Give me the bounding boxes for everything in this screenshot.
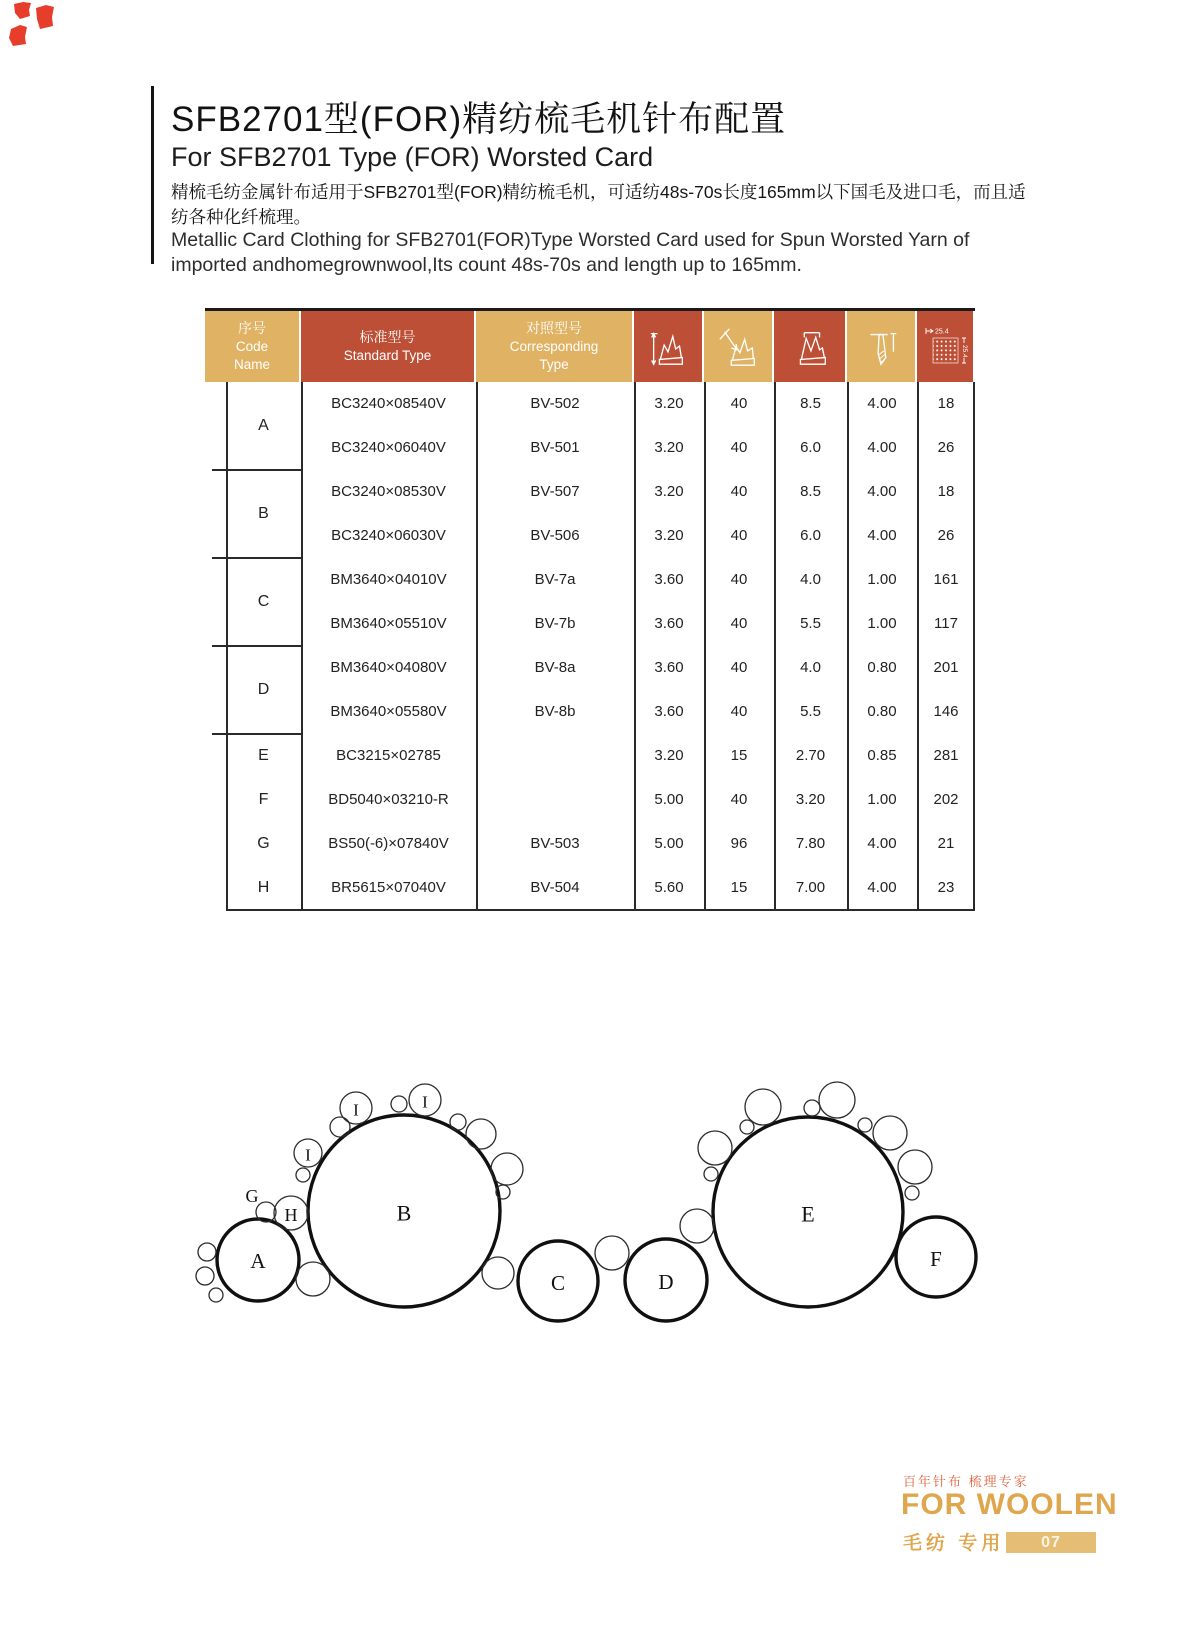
roller-circle <box>858 1118 872 1132</box>
footer-slogan: 百年针布 梳理专家 <box>903 1474 1029 1489</box>
table-cell: 4.00 <box>867 483 897 500</box>
table-cell: 5.5 <box>800 615 821 632</box>
roller-circle <box>698 1131 732 1165</box>
tooth-angle-icon <box>704 311 772 382</box>
table-cell: 15 <box>730 879 748 896</box>
tooth-top-icon <box>774 311 845 382</box>
table-cell: 3.20 <box>654 747 684 764</box>
roller-circle <box>819 1082 855 1118</box>
point-density-icon <box>917 311 973 382</box>
roller-circle <box>391 1096 407 1112</box>
cylinder-label: C <box>550 1271 566 1295</box>
svg-text:25.4: 25.4 <box>935 328 949 335</box>
page-title-en: For SFB2701 Type (FOR) Worsted Card <box>171 142 654 172</box>
table-cell: 3.20 <box>654 527 684 544</box>
table-cell: 3.20 <box>654 439 684 456</box>
table-cell: 18 <box>937 483 955 500</box>
roller-circle <box>198 1243 216 1261</box>
table-cell: BV-7b <box>534 615 576 632</box>
corner-stamp-marks <box>0 0 70 62</box>
roller-circle <box>680 1209 714 1243</box>
roller-circle <box>196 1267 214 1285</box>
table-cell: BV-504 <box>530 879 580 896</box>
table-row <box>301 734 975 778</box>
cylinder-label: B <box>396 1200 412 1226</box>
table-row <box>301 866 975 910</box>
roller-circle <box>873 1116 907 1150</box>
roller-circle <box>898 1150 932 1184</box>
table-cell: 0.85 <box>867 747 897 764</box>
table-cell: 1.00 <box>867 571 897 588</box>
roller-circle <box>294 1139 322 1167</box>
table-cell: BV-503 <box>530 835 580 852</box>
table-row <box>301 558 975 602</box>
svg-text:25.4: 25.4 <box>961 344 968 358</box>
table-cell: 4.0 <box>800 659 821 676</box>
table-cell: 40 <box>730 659 748 676</box>
table-header <box>205 311 975 382</box>
table-cell: BV-506 <box>530 527 580 544</box>
table-row <box>301 382 975 426</box>
table-cell: 8.5 <box>800 483 821 500</box>
table-column-rule <box>634 382 636 910</box>
table-row <box>301 426 975 470</box>
table-cell: 0.80 <box>867 659 897 676</box>
table-cell: BM3640×05580V <box>330 703 447 720</box>
footer-brand-cn: 毛纺 专用 <box>903 1533 1005 1554</box>
group-code-label: B <box>258 505 269 522</box>
table-cell: 4.00 <box>867 527 897 544</box>
table-cell: BV-7a <box>534 571 576 588</box>
table-row <box>301 822 975 866</box>
roller-circle <box>745 1089 781 1125</box>
table-cell: 26 <box>937 439 955 456</box>
table-cell: 4.00 <box>867 835 897 852</box>
table-cell: BC3240×08530V <box>331 483 446 500</box>
table-cell: 202 <box>933 791 959 808</box>
footer-brand-en: FOR WOOLEN <box>901 1488 1118 1521</box>
table-cell: BC3215×02785 <box>336 747 441 764</box>
roller-circle <box>296 1262 330 1296</box>
roller-circle <box>804 1100 820 1116</box>
table-cell: 3.60 <box>654 615 684 632</box>
table-row <box>301 470 975 514</box>
table-cell: 3.60 <box>654 571 684 588</box>
table-cell: 0.80 <box>867 703 897 720</box>
table-cell: 7.00 <box>795 879 826 896</box>
table-bottom-rule <box>226 909 975 911</box>
cylinder-circle <box>217 1219 299 1301</box>
cylinder-label: I <box>353 1100 359 1120</box>
group-code-label: H <box>257 879 270 896</box>
roller-circle <box>496 1185 510 1199</box>
group-code-label: E <box>258 747 269 764</box>
table-cell: 3.20 <box>795 791 826 808</box>
table-cell: 2.70 <box>795 747 826 764</box>
table-column-rule <box>917 382 919 910</box>
table-cell: BC3240×06030V <box>331 527 446 544</box>
table-cell <box>476 778 634 822</box>
table-column-rule <box>973 382 975 910</box>
cylinder-label: G <box>245 1186 259 1206</box>
table-cell: 5.00 <box>654 791 684 808</box>
table-cell: 40 <box>730 571 748 588</box>
table-cell: BV-8a <box>534 659 576 676</box>
table-cell: BV-501 <box>530 439 580 456</box>
table-cell: 3.60 <box>654 703 684 720</box>
table-row <box>301 690 975 734</box>
roller-circle <box>296 1168 310 1182</box>
page-title-cn: SFB2701型(FOR)精纺梳毛机针布配置 <box>171 100 787 139</box>
table-column-rule <box>226 382 228 910</box>
roller-circle <box>482 1257 514 1289</box>
cylinder-circle <box>713 1117 903 1307</box>
table-cell: 146 <box>933 703 959 720</box>
table-cell: BR5615×07040V <box>331 879 446 896</box>
roller-circle <box>905 1186 919 1200</box>
cylinder-circle <box>518 1241 598 1321</box>
wire-height-icon <box>634 311 702 382</box>
roller-circle <box>209 1288 223 1302</box>
table-cell: 281 <box>933 747 959 764</box>
title-rule <box>151 86 154 264</box>
table-cell: 4.00 <box>867 879 897 896</box>
roller-circle <box>466 1119 496 1149</box>
table-cell: 5.00 <box>654 835 684 852</box>
table-cell: 1.00 <box>867 791 897 808</box>
table-cell: 23 <box>937 879 955 896</box>
table-row <box>301 514 975 558</box>
table-cell: 6.0 <box>800 527 821 544</box>
table-cell: BV-507 <box>530 483 580 500</box>
table-cell: 117 <box>934 615 958 632</box>
header-corresponding-type: 对照型号 Corresponding Type <box>476 311 632 382</box>
table-cell: 4.00 <box>867 439 897 456</box>
table-cell: 3.20 <box>654 483 684 500</box>
table-cell: 6.0 <box>800 439 821 456</box>
table-column-rule <box>476 382 478 910</box>
cylinder-label: I <box>422 1092 428 1112</box>
cylinder-label: H <box>284 1205 298 1225</box>
table-cell: 8.5 <box>800 395 821 412</box>
table-cell: BV-502 <box>530 395 580 412</box>
roller-circle <box>330 1117 350 1137</box>
header-code-name: 序号 Code Name <box>205 311 299 382</box>
table-cell: 5.60 <box>654 879 684 896</box>
table-cell: BS50(-6)×07840V <box>328 835 449 852</box>
table-column-rule <box>847 382 849 910</box>
cylinder-circle <box>625 1239 707 1321</box>
roller-circle <box>409 1084 441 1116</box>
table-cell: BV-8b <box>534 703 576 720</box>
group-code-label: A <box>258 417 269 434</box>
table-cell: 15 <box>730 747 748 764</box>
roller-circle <box>740 1120 754 1134</box>
table-cell: BD5040×03210-R <box>328 791 449 808</box>
table-row <box>301 646 975 690</box>
table-cell: 3.60 <box>654 659 684 676</box>
table-cell: 21 <box>937 835 955 852</box>
table-cell: 40 <box>730 395 748 412</box>
roller-circle <box>450 1114 466 1130</box>
table-cell: BM3640×04010V <box>330 571 447 588</box>
table-cell: 40 <box>730 791 748 808</box>
description-en: Metallic Card Clothing for SFB2701(FOR)Type Worsted Card used for Spun Worsted Yarn of imported andhomegrownwool,Its count 48s-70s and length up to 165mm. <box>171 229 970 277</box>
table-column-rule <box>704 382 706 910</box>
table-row <box>301 602 975 646</box>
roller-circle <box>595 1236 629 1270</box>
table-cell: 40 <box>730 439 748 456</box>
table-cell: BC3240×08540V <box>331 395 446 412</box>
table-cell: BM3640×04080V <box>330 659 447 676</box>
rib-width-icon <box>847 311 915 382</box>
roller-circle <box>340 1092 372 1124</box>
table-cell: 96 <box>730 835 748 852</box>
roller-circle <box>256 1202 276 1222</box>
table-cell: 40 <box>730 483 748 500</box>
table-cell: 1.00 <box>867 615 897 632</box>
group-code-label: G <box>257 835 270 852</box>
table-cell: BC3240×06040V <box>331 439 446 456</box>
table-cell: 26 <box>937 527 955 544</box>
table-cell: 5.5 <box>800 703 821 720</box>
cylinder-label: A <box>250 1249 266 1273</box>
table-cell: 201 <box>933 659 959 676</box>
description-cn: 精梳毛纺金属针布适用于SFB2701型(FOR)精纺梳毛机，可适纺48s-70s长度165mm以下国毛及进口毛，而且适纺各种化纤梳理。 <box>171 182 1026 228</box>
table-cell: 40 <box>730 527 748 544</box>
table-cell: 4.00 <box>867 395 897 412</box>
table-column-rule <box>774 382 776 910</box>
group-code-label: C <box>257 593 270 610</box>
roller-circle <box>274 1196 308 1230</box>
cylinder-circle <box>308 1115 500 1307</box>
cylinder-circle <box>896 1217 976 1297</box>
group-code-label: F <box>258 791 269 808</box>
cylinder-label: F <box>930 1247 942 1271</box>
header-standard-type: 标准型号 Standard Type <box>301 311 474 382</box>
table-cell <box>476 734 634 778</box>
table-row <box>301 778 975 822</box>
table-cell: 4.0 <box>800 571 821 588</box>
table-cell: 3.20 <box>654 395 684 412</box>
table-cell: 40 <box>730 703 748 720</box>
cylinder-label: D <box>658 1270 674 1294</box>
table-column-rule <box>301 382 303 910</box>
group-code-label: D <box>257 681 270 698</box>
table-cell: 7.80 <box>795 835 826 852</box>
page-number-badge: 07 <box>1006 1532 1096 1553</box>
table-cell: 40 <box>730 615 748 632</box>
roller-circle <box>491 1153 523 1185</box>
cylinder-label: I <box>305 1145 311 1165</box>
table-cell: 161 <box>933 571 959 588</box>
cylinder-label: E <box>801 1201 815 1227</box>
table-cell: BM3640×05510V <box>330 615 447 632</box>
table-body <box>226 382 975 910</box>
roller-circle <box>704 1167 718 1181</box>
table-cell: 18 <box>937 395 955 412</box>
